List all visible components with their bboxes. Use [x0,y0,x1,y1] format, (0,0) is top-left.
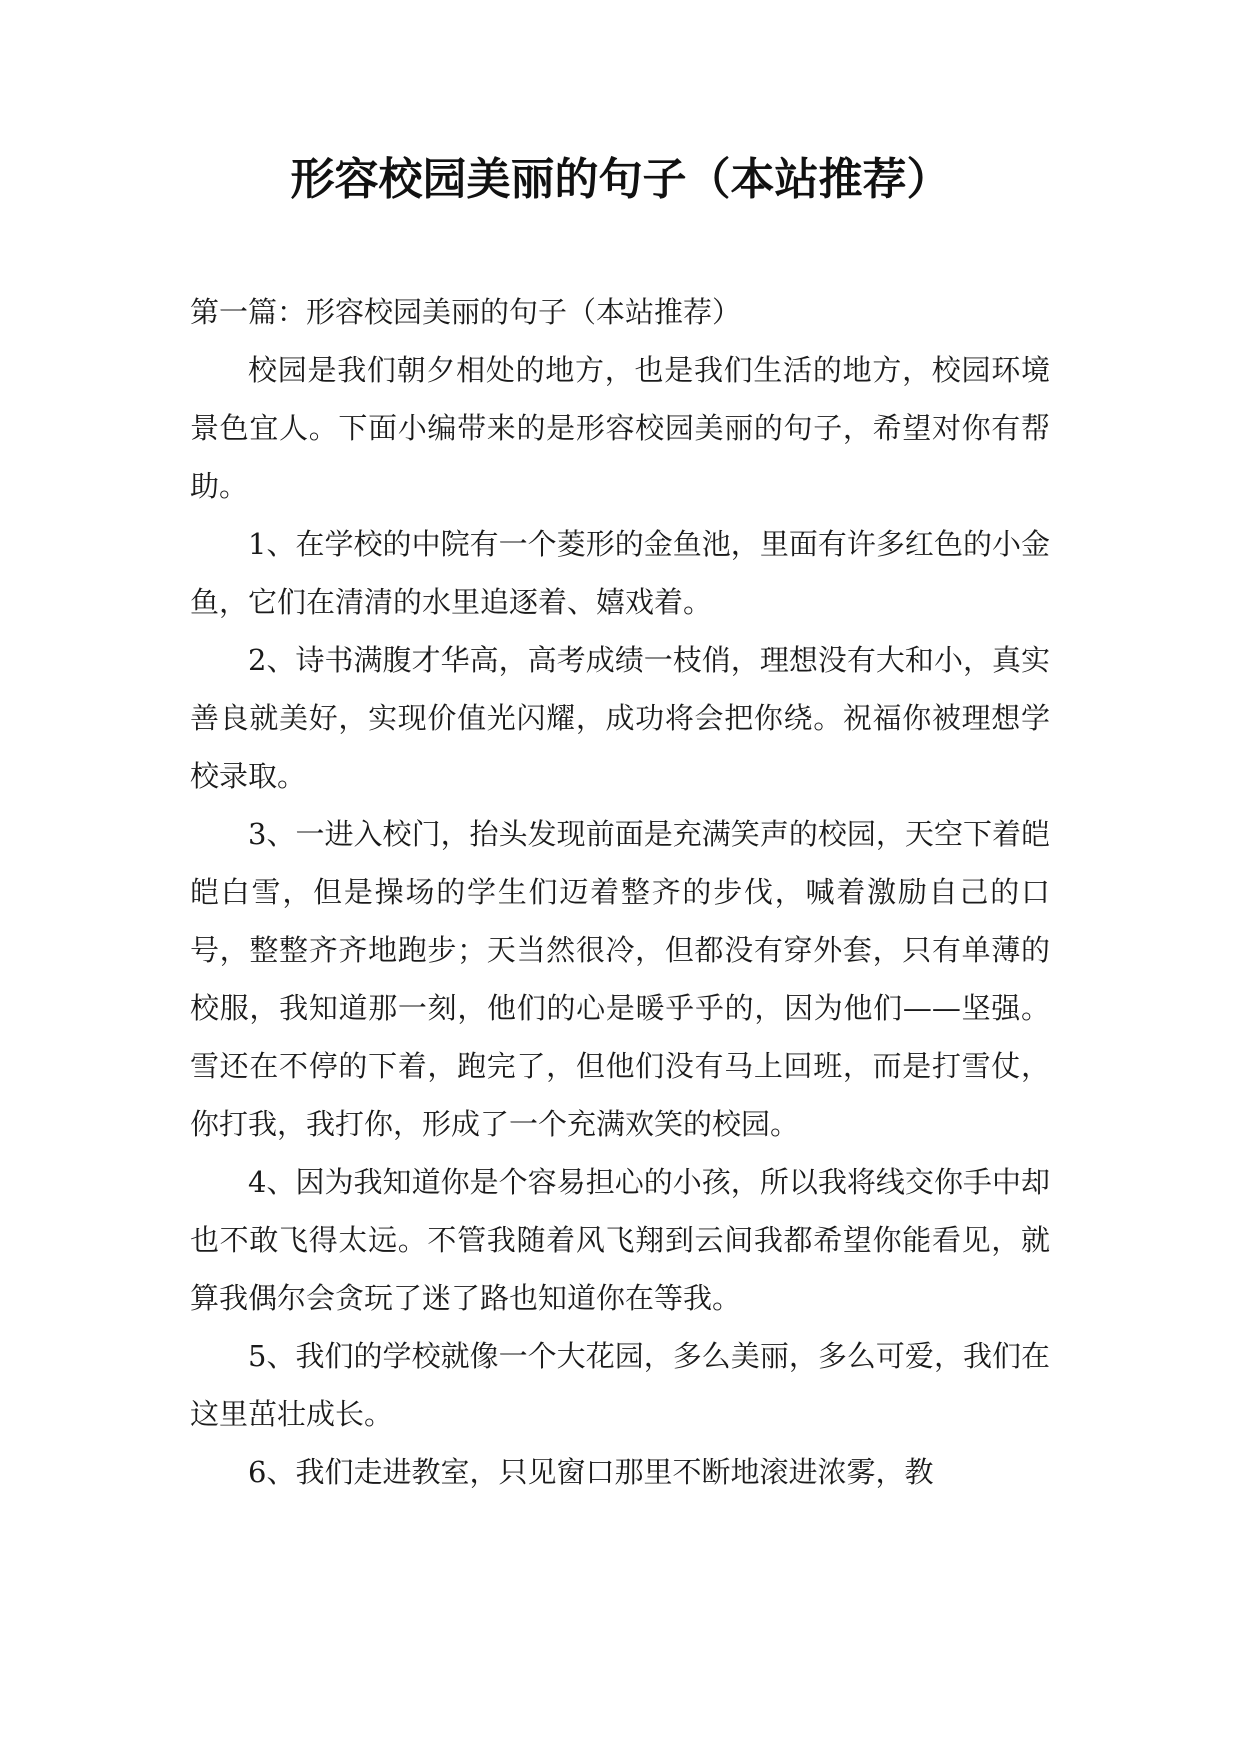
sentence-paragraph-6: 6、我们走进教室，只见窗口那里不断地滚进浓雾，教 [248,1455,934,1489]
document-title: 形容校园美丽的句子（本站推荐） [290,154,951,205]
sentence-paragraph-2: 2、诗书满腹才华高，高考成绩一枝俏，理想没有大和小，真实善良就美好，实现价值光闪耀，成功将会把你绕。祝福你被理想学校录取。 [190,643,1050,793]
intro-paragraph: 校园是我们朝夕相处的地方，也是我们生活的地方，校园环境景色宜人。下面小编带来的是形容校园美丽的句子，希望对你有帮助。 [190,353,1050,503]
document-body [190,283,1050,1501]
section-heading: 第一篇：形容校园美丽的句子（本站推荐） [190,295,742,329]
sentence-paragraph-3: 3、一进入校门，抬头发现前面是充满笑声的校园，天空下着皑皑白雪，但是操场的学生们迈着整齐的步伐，喊着激励自己的口号，整整齐齐地跑步；天当然很冷，但都没有穿外套，只有单薄的校服，我知道那一刻，他们的心是暖乎乎的，因为他们——坚强。雪还在不停的下着，跑完了，但他们没有马上回班，而是打雪仗，你打我，我打你，形成了一个充满欢笑的校园。 [190,817,1050,1141]
sentence-paragraph-1: 1、在学校的中院有一个菱形的金鱼池，里面有许多红色的小金鱼，它们在清清的水里追逐着、嬉戏着。 [190,527,1050,619]
sentence-paragraph-5: 5、我们的学校就像一个大花园，多么美丽，多么可爱，我们在这里茁壮成长。 [190,1339,1050,1431]
sentence-paragraph-4: 4、因为我知道你是个容易担心的小孩，所以我将线交你手中却也不敢飞得太远。不管我随着风飞翔到云间我都希望你能看见，就算我偶尔会贪玩了迷了路也知道你在等我。 [190,1165,1050,1315]
